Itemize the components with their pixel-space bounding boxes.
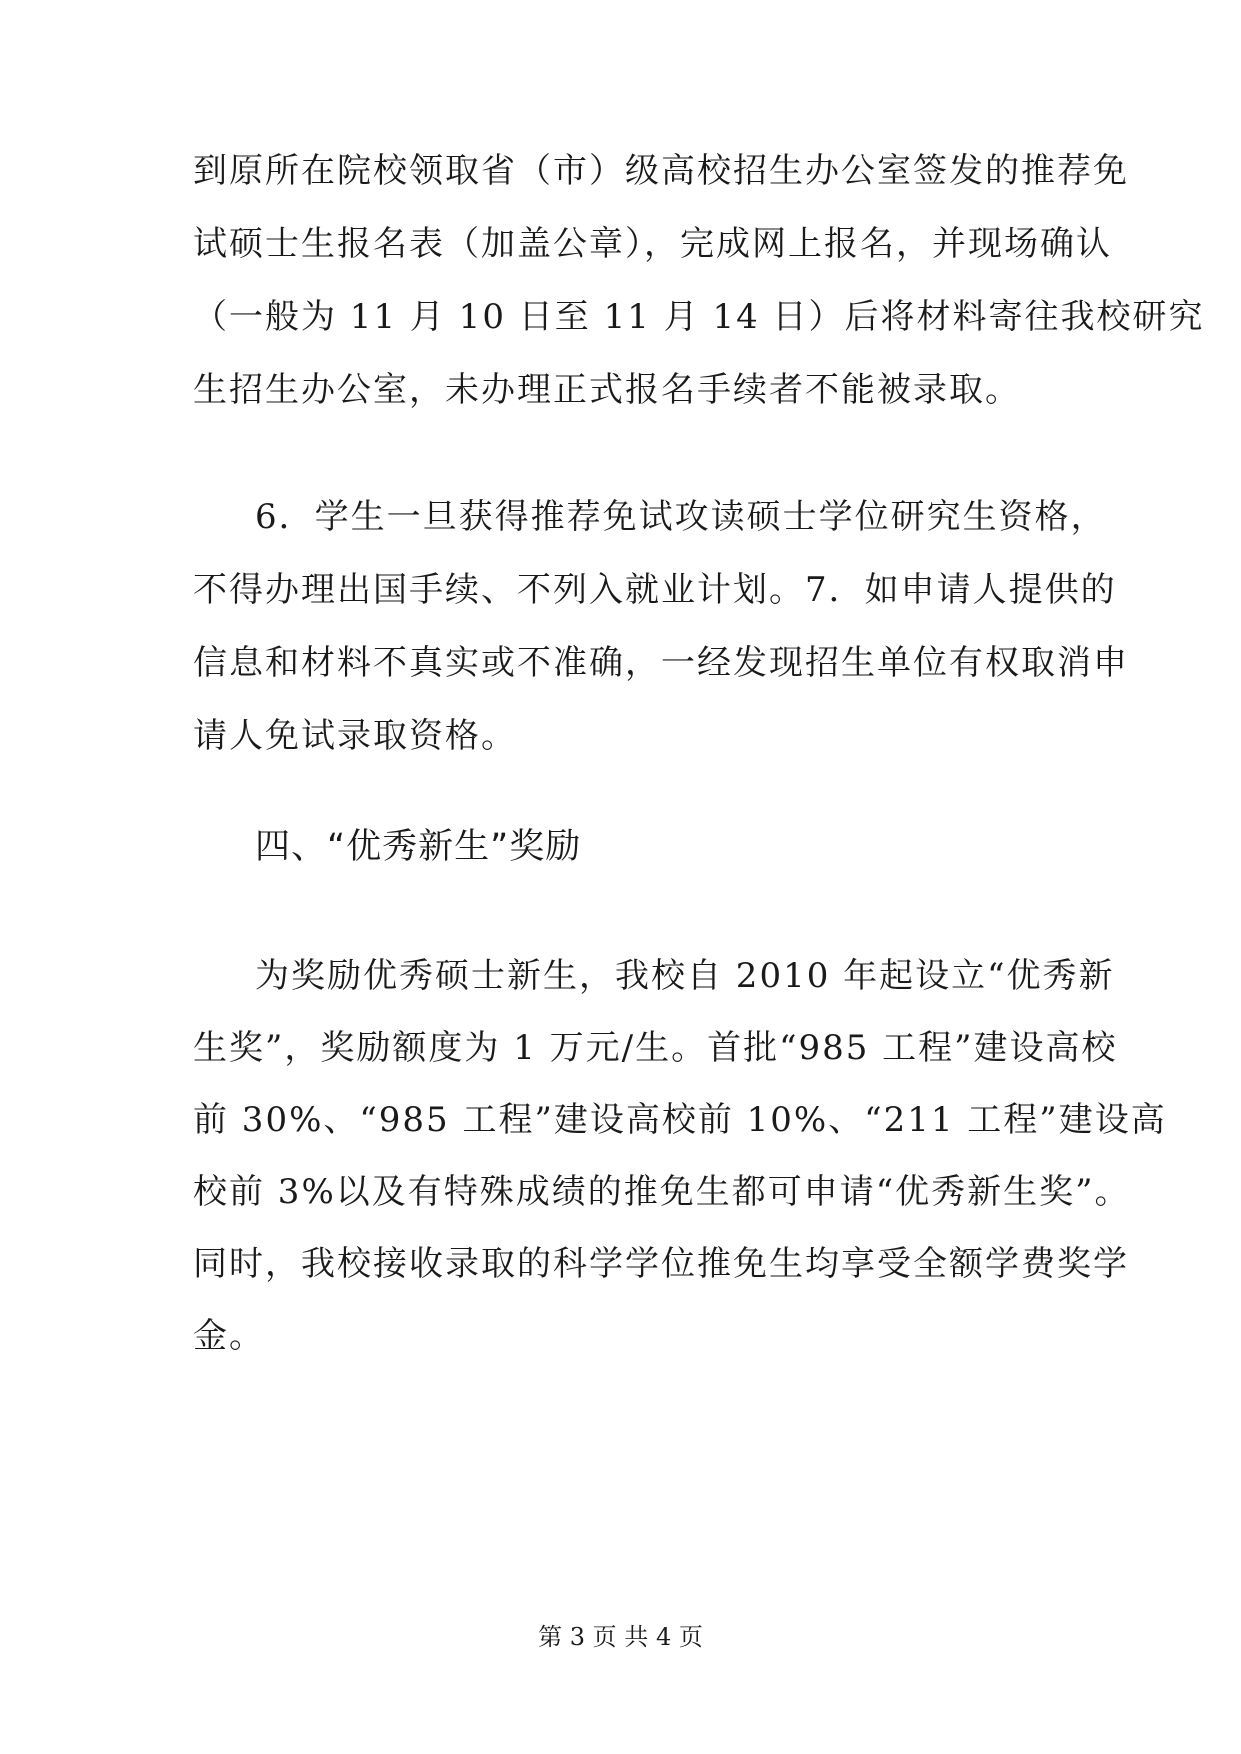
page-number-footer: 第 3 页 共 4 页 — [538, 1623, 703, 1651]
paragraph-line: 同时，我校接收录取的科学学位推免生均享受全额学费奖学 — [193, 1244, 1129, 1284]
paragraph-line: 不得办理出国手续、不列入就业计划。7．如申请人提供的 — [193, 570, 1117, 610]
paragraph-line: （一般为 11 月 10 日至 11 月 14 日）后将材料寄往我校研究 — [193, 297, 1205, 337]
paragraph-line: 金。 — [193, 1316, 265, 1356]
paragraph-line: 生奖”，奖励额度为 1 万元/生。首批“985 工程”建设高校 — [193, 1028, 1118, 1068]
paragraph-line: 校前 3%以及有特殊成绩的推免生都可申请“优秀新生奖”。 — [193, 1172, 1131, 1212]
paragraph-line: 为奖励优秀硕士新生，我校自 2010 年起设立“优秀新 — [255, 956, 1115, 996]
paragraph-line: 6．学生一旦获得推荐免试攻读硕士学位研究生资格， — [255, 497, 1107, 537]
paragraph-line: 请人免试录取资格。 — [193, 716, 517, 756]
section-heading: 四、“优秀新生”奖励 — [255, 827, 582, 867]
paragraph-line: 试硕士生报名表（加盖公章），完成网上报名，并现场确认 — [193, 224, 1112, 264]
paragraph-line: 前 30%、“985 工程”建设高校前 10%、“211 工程”建设高 — [193, 1100, 1167, 1140]
paragraph-line: 信息和材料不真实或不准确，一经发现招生单位有权取消申 — [193, 643, 1129, 683]
paragraph-line: 生招生办公室，未办理正式报名手续者不能被录取。 — [193, 370, 1021, 410]
paragraph-line: 到原所在院校领取省（市）级高校招生办公室签发的推荐免 — [193, 151, 1129, 191]
